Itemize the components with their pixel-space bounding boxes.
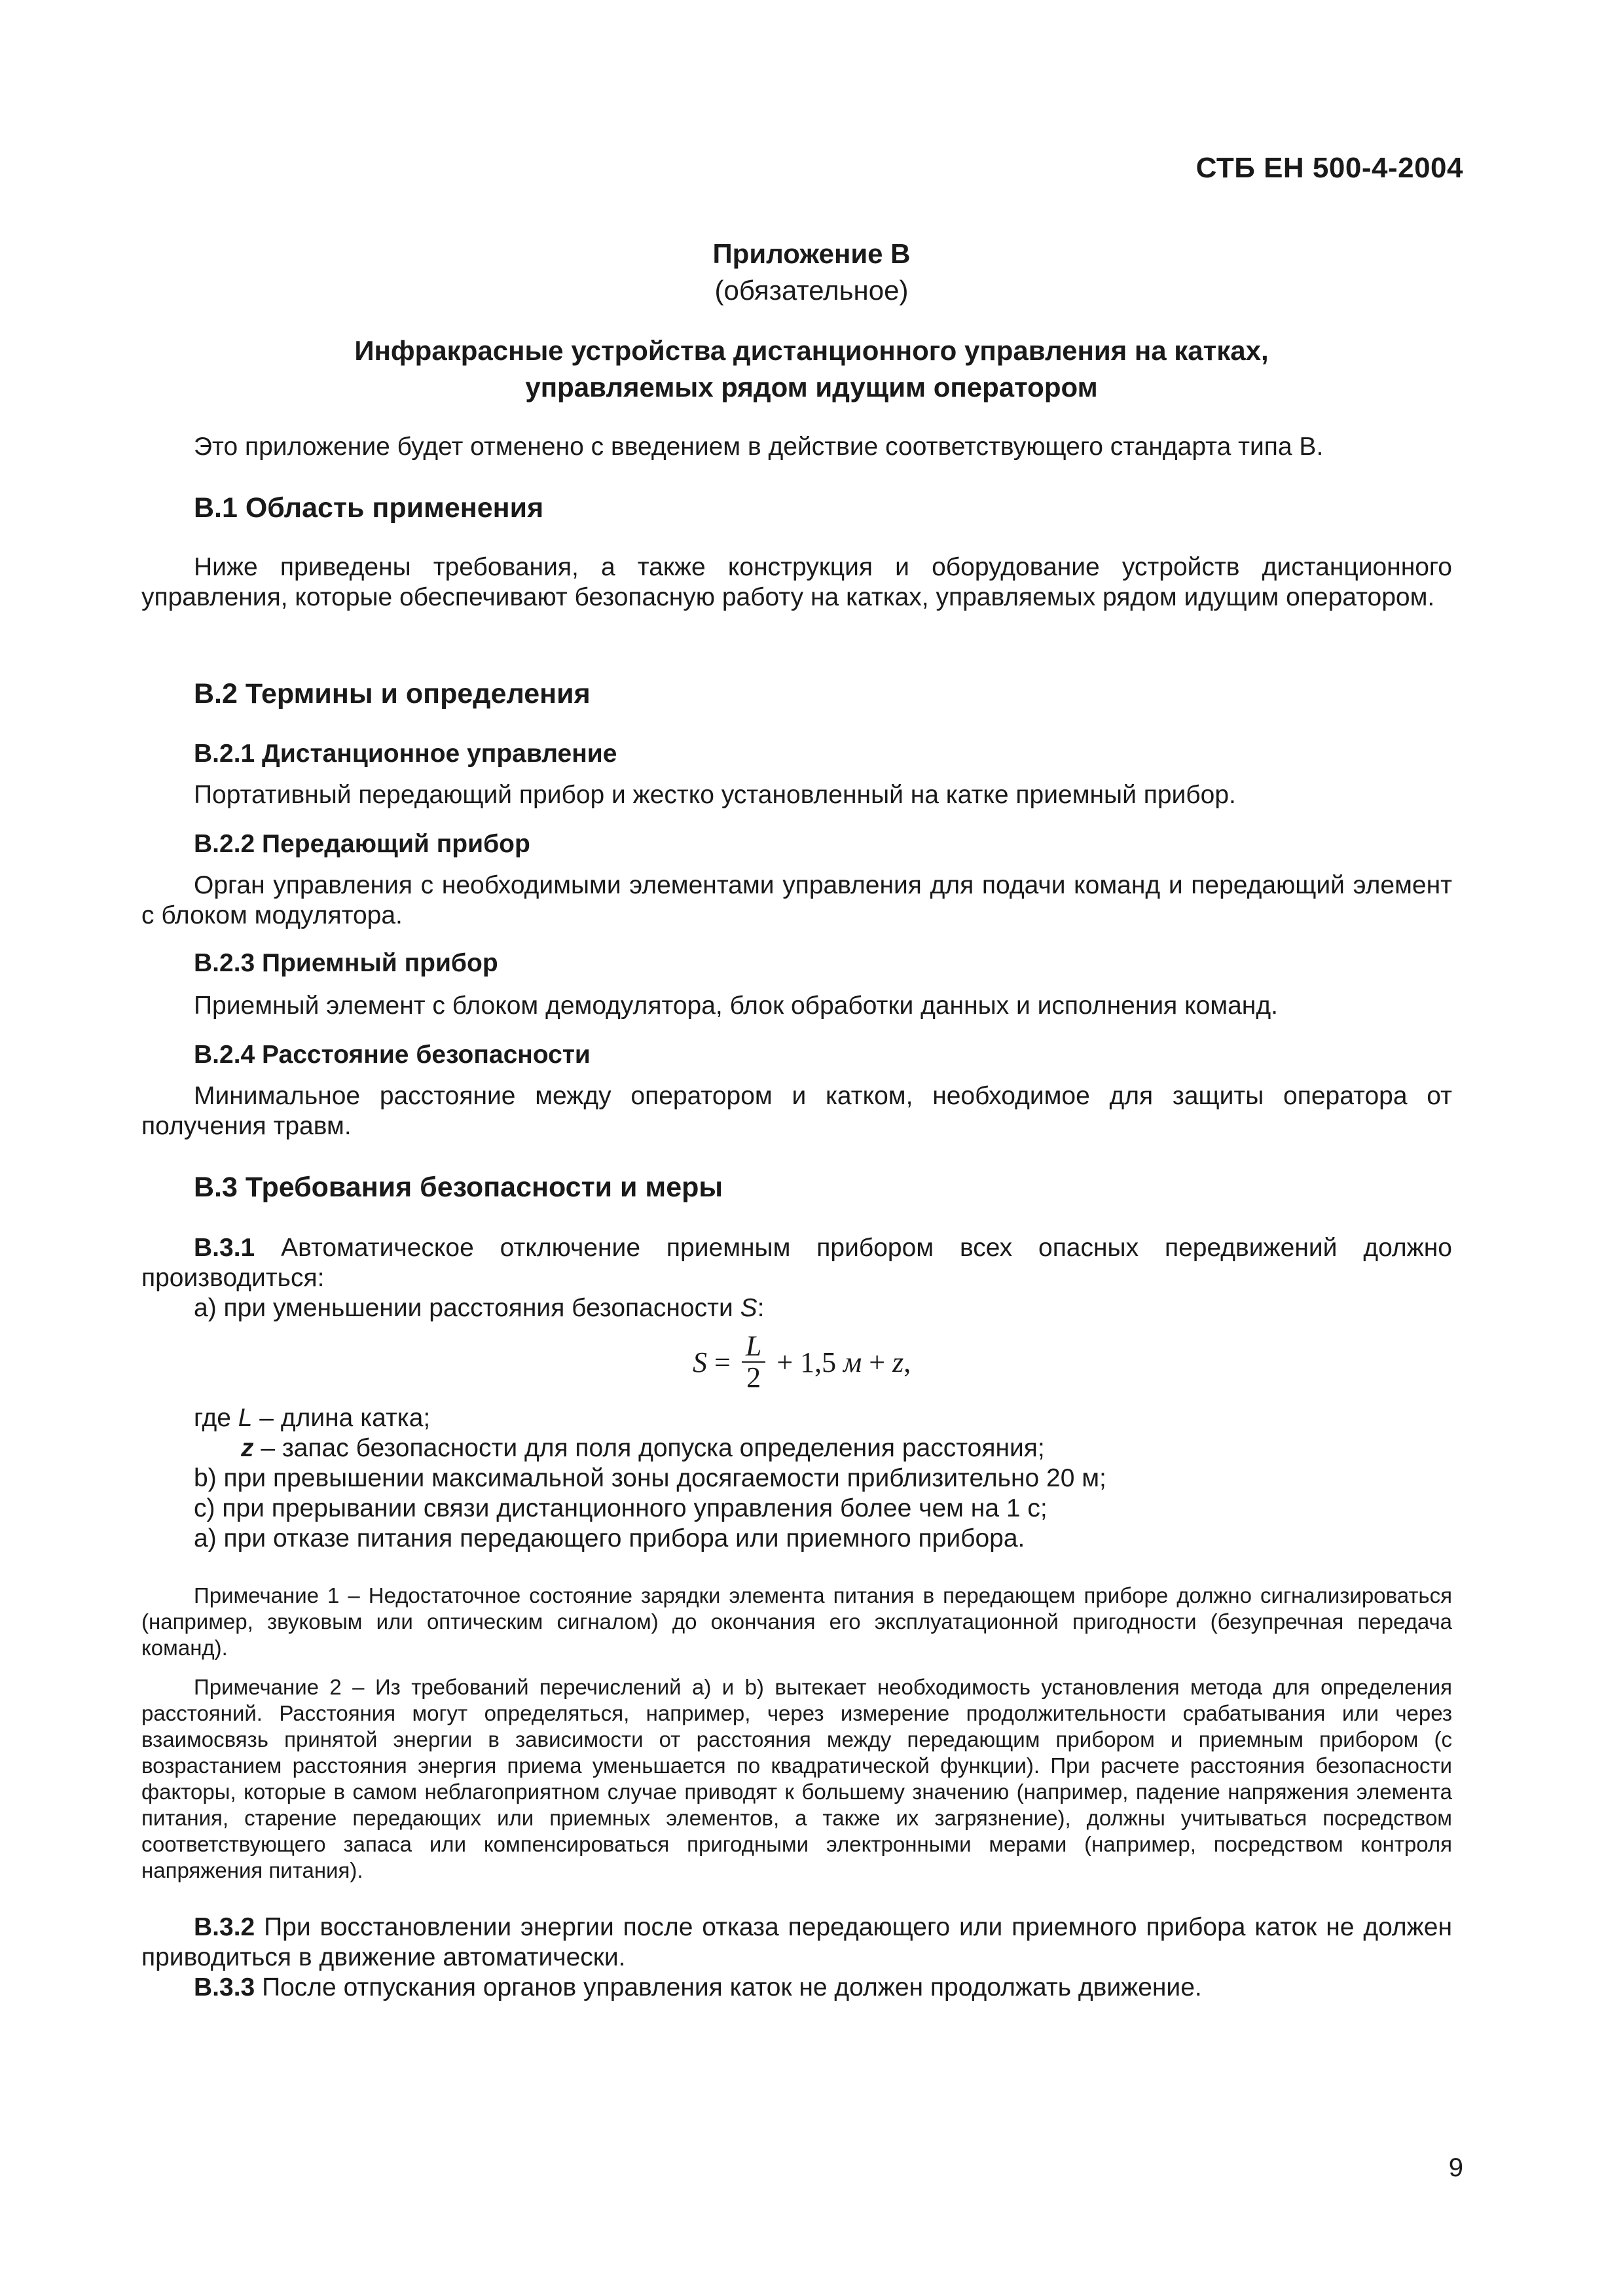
subsection-b24-heading: В.2.4 Расстояние безопасности	[194, 1041, 591, 1069]
appendix-heading	[0, 332, 1623, 406]
page-number: 9	[1448, 2153, 1463, 2182]
subsection-b24-text: Минимальное расстояние между оператором и катком, необходимое для защиты оператора от получения травм.	[141, 1082, 1452, 1140]
subsection-b22-text: Орган управления с необходимыми элементами управления для подачи команд и передающий элемент с блоком модулятора.	[141, 871, 1452, 929]
legend-z: z – запас безопасности для поля допуска определения расстояния;	[241, 1434, 1045, 1462]
section-b1-text: Ниже приведены требования, а также конструкция и оборудование устройств дистанционного управления, которые обеспечивают безопасную работу на катках, управляемых рядом идущим оператором.	[141, 553, 1452, 611]
formula-fraction: $\frac{L}{2}$	[742, 1331, 765, 1393]
legend-l: где L – длина катка;	[194, 1404, 431, 1432]
section-b2-heading: В.2 Термины и определения	[194, 678, 591, 709]
intro-paragraph: Это приложение будет отменено с введением в действие соответствующего стандарта типа В.	[194, 433, 1324, 461]
appendix-status: (обязательное)	[714, 275, 909, 306]
safety-distance-formula: S = $\frac{L}{2}$ + 1,5 м + z ,	[693, 1330, 911, 1393]
b31-item-a: а) при уменьшении расстояния безопасности S:	[194, 1294, 765, 1322]
appendix-heading-line1: Инфракрасные устройства дистанционного управления на катках,	[354, 335, 1269, 366]
appendix-title-block	[0, 236, 1623, 309]
section-b31-block	[141, 1233, 1452, 1323]
subsection-b22-heading: В.2.2 Передающий прибор	[194, 830, 530, 858]
appendix-heading-line2: управляемых рядом идущим оператором	[525, 372, 1098, 403]
subsection-b23-text: Приемный элемент с блоком демодулятора, блок обработки данных и исполнения команд.	[194, 992, 1278, 1020]
b32-paragraph: В.3.2 При восстановлении энергии после отказа передающего или приемного прибора каток не должен приводиться в движение автоматически.	[141, 1913, 1452, 1971]
note-2: Примечание 2 – Из требований перечислений а) и b) вытекает необходимость установления метода для определения расстояний. Расстояния могут определяться, например, через измерение продолжительности срабатывания или через взаимосвязь принятой энергии в зависимости от расстояния между передающим прибором и приемным прибором (с возрастанием расстояния энергия приема уменьшается по квадратической функции). При расчете расстояния безопасности факторы, которые в самом неблагоприятном случае приводят к большему значению (например, падение напряжения элемента питания, старение передающих или приемных элементов, а также их загрязнение), должны учитываться посредством соответствующего запаса или компенсироваться пригодными электронными мерами (например, посредством контроля напряжения питания).	[141, 1675, 1452, 1882]
b31-paragraph: В.3.1 Автоматическое отключение приемным прибором всех опасных передвижений должно производиться:	[141, 1234, 1452, 1292]
appendix-title: Приложение В	[712, 238, 911, 269]
section-b1-heading: В.1 Область применения	[194, 492, 544, 524]
section-b32-b33-block	[141, 1912, 1452, 2003]
b31-item-c: c) при прерывании связи дистанционного управления более чем на 1 с;	[194, 1494, 1048, 1522]
b33-paragraph: В.3.3 После отпускания органов управления каток не должен продолжать движение.	[194, 1973, 1202, 2001]
section-b3-heading: В.3 Требования безопасности и меры	[194, 1172, 723, 1203]
document-code: СТБ ЕН 500-4-2004	[1195, 152, 1463, 184]
note-1: Примечание 1 – Недостаточное состояние зарядки элемента питания в передающем приборе должно сигнализироваться (например, звуковым или оптическим сигналом) до окончания его эксплуатационной пригодности (безупречная передача команд).	[141, 1583, 1452, 1660]
subsection-b21-text: Портативный передающий прибор и жестко установленный на катке приемный прибор.	[194, 781, 1236, 809]
subsection-b21-heading: В.2.1 Дистанционное управление	[194, 740, 617, 768]
b31-item-d: а) при отказе питания передающего прибора или приемного прибора.	[194, 1524, 1025, 1552]
formula-legend	[141, 1403, 1452, 1554]
subsection-b23-heading: В.2.3 Приемный прибор	[194, 949, 498, 977]
b31-item-b: b) при превышении максимальной зоны досягаемости приблизительно 20 м;	[194, 1464, 1106, 1492]
